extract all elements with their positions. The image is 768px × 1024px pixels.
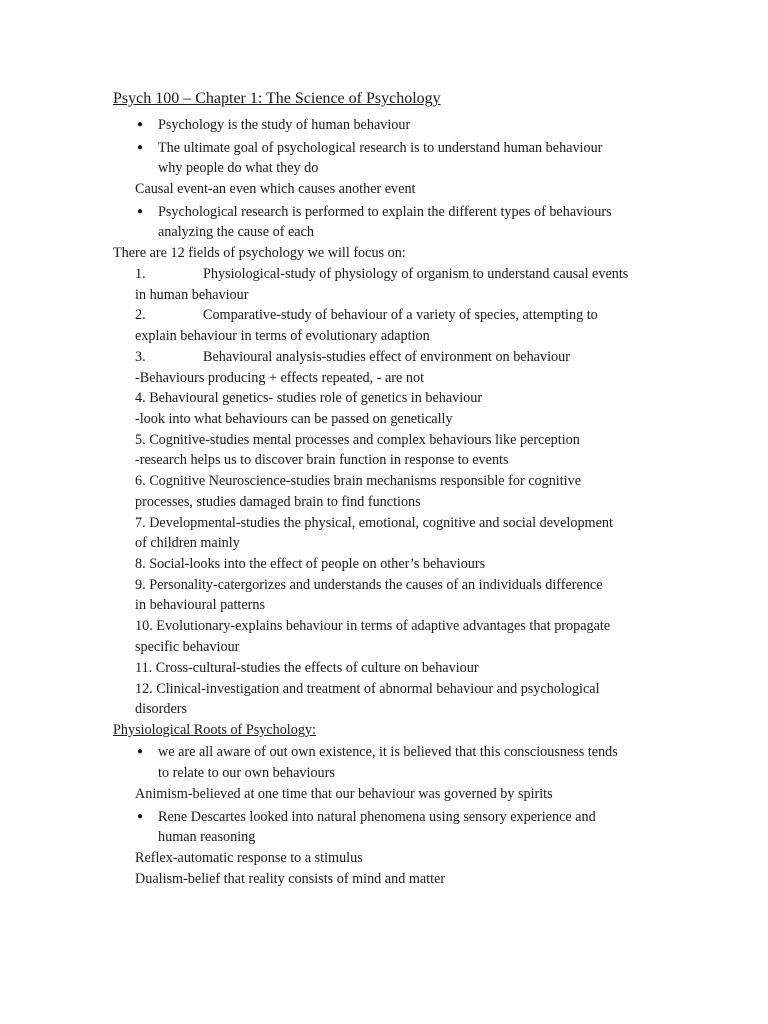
field-6-line-2: processes, studies damaged brain to find functions — [135, 494, 421, 510]
field-5-line-1: 5. Cognitive-studies mental processes and complex behaviours like perception — [135, 432, 580, 448]
roots-bullet-2-line-1: Rene Descartes looked into natural phenomena using sensory experience and — [158, 809, 596, 825]
bullet-icon: ● — [137, 142, 144, 153]
field-10-line-2: specific behaviour — [135, 639, 240, 655]
field-number: 3. — [135, 349, 146, 365]
fields-intro: There are 12 fields of psychology we will focus on: — [113, 245, 406, 261]
field-12-line-2: disorders — [135, 701, 188, 717]
bullet-icon: ● — [137, 811, 144, 822]
intro-bullet-2-line-1: The ultimate goal of psychological research is to understand human behaviour — [158, 140, 603, 156]
field-6-line-1: 6. Cognitive Neuroscience-studies brain mechanisms responsible for cognitive — [135, 473, 582, 489]
field-number: 2. — [135, 307, 146, 323]
field-number: 1. — [135, 266, 146, 282]
field-2-line-2: explain behaviour in terms of evolutionary adaption — [135, 328, 430, 344]
field-2-line-1: Comparative-study of behaviour of a variety of species, attempting to — [203, 307, 598, 323]
reflex-definition: Reflex-automatic response to a stimulus — [135, 850, 363, 866]
field-7-line-2: of children mainly — [135, 535, 240, 551]
field-1-line-1: Physiological-study of physiology of organism to understand causal events — [203, 266, 629, 282]
roots-bullet-2-line-2: human reasoning — [158, 829, 256, 845]
page-title: Psych 100 – Chapter 1: The Science of Psychology — [113, 90, 441, 107]
roots-bullet-1-line-1: we are all aware of out own existence, it is believed that this consciousness tends — [158, 744, 618, 760]
field-12-line-1: 12. Clinical-investigation and treatment of abnormal behaviour and psychological — [135, 681, 600, 697]
roots-bullet-1-line-2: to relate to our own behaviours — [158, 765, 335, 781]
section-heading: Physiological Roots of Psychology: — [113, 722, 316, 738]
animism-definition: Animism-believed at one time that our behaviour was governed by spirits — [135, 786, 553, 802]
causal-event-definition: Causal event-an even which causes another event — [135, 181, 416, 197]
field-5-line-2: -research helps us to discover brain function in response to events — [135, 452, 509, 468]
field-4-line-1: 4. Behavioural genetics- studies role of genetics in behaviour — [135, 390, 483, 406]
field-8-line-1: 8. Social-looks into the effect of people on other’s behaviours — [135, 556, 486, 572]
bullet-icon: ● — [137, 206, 144, 217]
field-9-line-2: in behavioural patterns — [135, 597, 266, 613]
bullet-icon: ● — [137, 746, 144, 757]
intro-bullet-1: Psychology is the study of human behaviour — [158, 117, 411, 133]
field-10-line-1: 10. Evolutionary-explains behaviour in terms of adaptive advantages that propagate — [135, 618, 611, 634]
field-3-line-1: Behavioural analysis-studies effect of environment on behaviour — [203, 349, 570, 365]
field-3-line-2: -Behaviours producing + effects repeated, - are not — [135, 370, 425, 386]
field-1-line-2: in human behaviour — [135, 287, 249, 303]
bullet-icon: ● — [137, 119, 144, 130]
field-11-line-1: 11. Cross-cultural-studies the effects of culture on behaviour — [135, 660, 479, 676]
field-4-line-2: -look into what behaviours can be passed on genetically — [135, 411, 453, 427]
field-9-line-1: 9. Personality-catergorizes and understands the causes of an individuals difference — [135, 577, 603, 593]
dualism-definition: Dualism-belief that reality consists of mind and matter — [135, 871, 446, 887]
intro-bullet-3-line-2: analyzing the cause of each — [158, 224, 314, 240]
intro-bullet-2-line-2: why people do what they do — [158, 160, 319, 176]
field-7-line-1: 7. Developmental-studies the physical, emotional, cognitive and social development — [135, 515, 613, 531]
intro-bullet-3-line-1: Psychological research is performed to explain the different types of behaviours — [158, 204, 612, 220]
